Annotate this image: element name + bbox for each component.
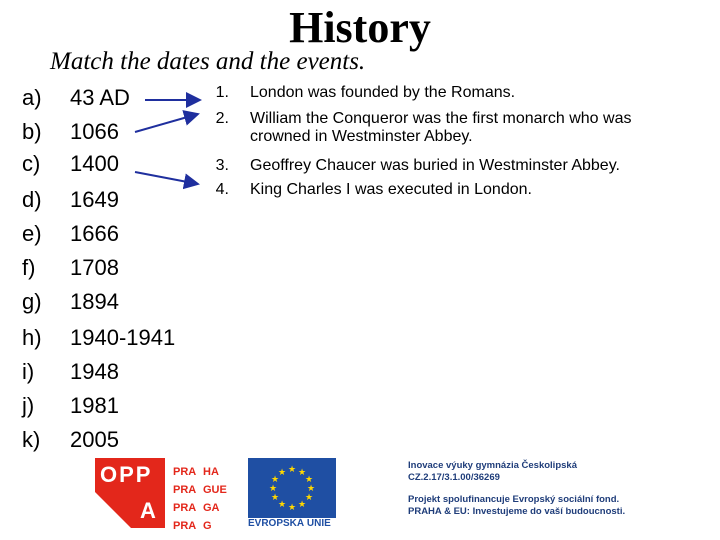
svg-text:★: ★ [304,493,314,503]
date-value: 1948 [70,359,119,384]
praha-logo-cell: GUE [203,484,227,496]
date-letter: e) [22,221,42,246]
date-value: 1666 [70,221,119,246]
eu-flag-icon [248,458,336,518]
eu-stars-icon [248,458,336,518]
date-letter: a) [22,85,42,110]
event-text: King Charles I was executed in London. [250,181,532,198]
date-value: 2005 [70,427,119,452]
event-number: 4. [215,181,229,198]
event-text: Geoffrey Chaucer was buried in Westminster Abbey. [250,157,620,174]
praha-logo-cell: HA [203,466,219,478]
project-line: Projekt spolufinancuje Evropský sociální fond. [408,494,620,505]
praha-logo-cell: G [203,520,212,532]
praha-logo [173,462,239,534]
praha-logo-cell: PRA [173,502,197,514]
date-value: 1400 [70,151,119,176]
date-value: 1894 [70,289,119,314]
svg-text:★: ★ [297,500,307,510]
date-letter: f) [22,255,36,280]
date-letter: i) [22,359,35,384]
date-letter: h) [22,325,42,350]
arrow-d-to-4 [135,172,198,184]
arrow-b-to-2 [135,114,198,132]
svg-text:★: ★ [297,468,307,478]
date-letter: j) [22,393,35,418]
date-value: 1649 [70,187,119,212]
svg-text:★: ★ [270,493,280,503]
praha-logo-cell: PRA [173,484,197,496]
event-number: 3. [215,157,229,174]
project-info [408,460,718,518]
date-letter: b) [22,119,42,144]
date-letter: c) [22,151,41,176]
svg-text:★: ★ [270,475,280,485]
praha-logo-cell: PRA [173,466,197,478]
eu-label: EVROPSKÁ UNIE [248,518,331,529]
date-value: 1940-1941 [70,325,176,350]
project-line: Inovace výuky gymnázia Českolipská [408,460,577,471]
svg-text:★: ★ [306,484,316,494]
date-value: 1066 [70,119,119,144]
page-title: History [289,3,431,52]
oppa-logo-text: OPP [100,462,153,487]
instructions: Match the dates and the events. [50,48,366,75]
svg-text:★: ★ [277,500,287,510]
svg-text:★: ★ [287,465,297,475]
date-letter: k) [22,427,41,452]
date-value: 1708 [70,255,119,280]
svg-text:★: ★ [268,484,278,494]
event-number: 2. [215,110,229,127]
date-value: 43 AD [70,85,130,110]
oppa-logo-letter: A [140,498,156,523]
date-letter: g) [22,289,42,314]
svg-text:★: ★ [287,503,297,513]
svg-text:★: ★ [277,468,287,478]
date-value: 1981 [70,393,119,418]
event-text: William the Conqueror was the first monarch who was crowned in Westminster Abbey. [250,110,632,145]
event-number: 1. [215,84,229,101]
date-letter: d) [22,187,42,212]
event-text: London was founded by the Romans. [250,84,516,101]
svg-text:★: ★ [304,475,314,485]
praha-logo-cell: GA [203,502,220,514]
praha-logo-cell: PRA [173,520,197,532]
project-line: CZ.2.17/3.1.00/36269 [408,472,500,483]
project-line: PRAHA & EU: Investujeme do vaší budoucnosti. [408,506,626,517]
